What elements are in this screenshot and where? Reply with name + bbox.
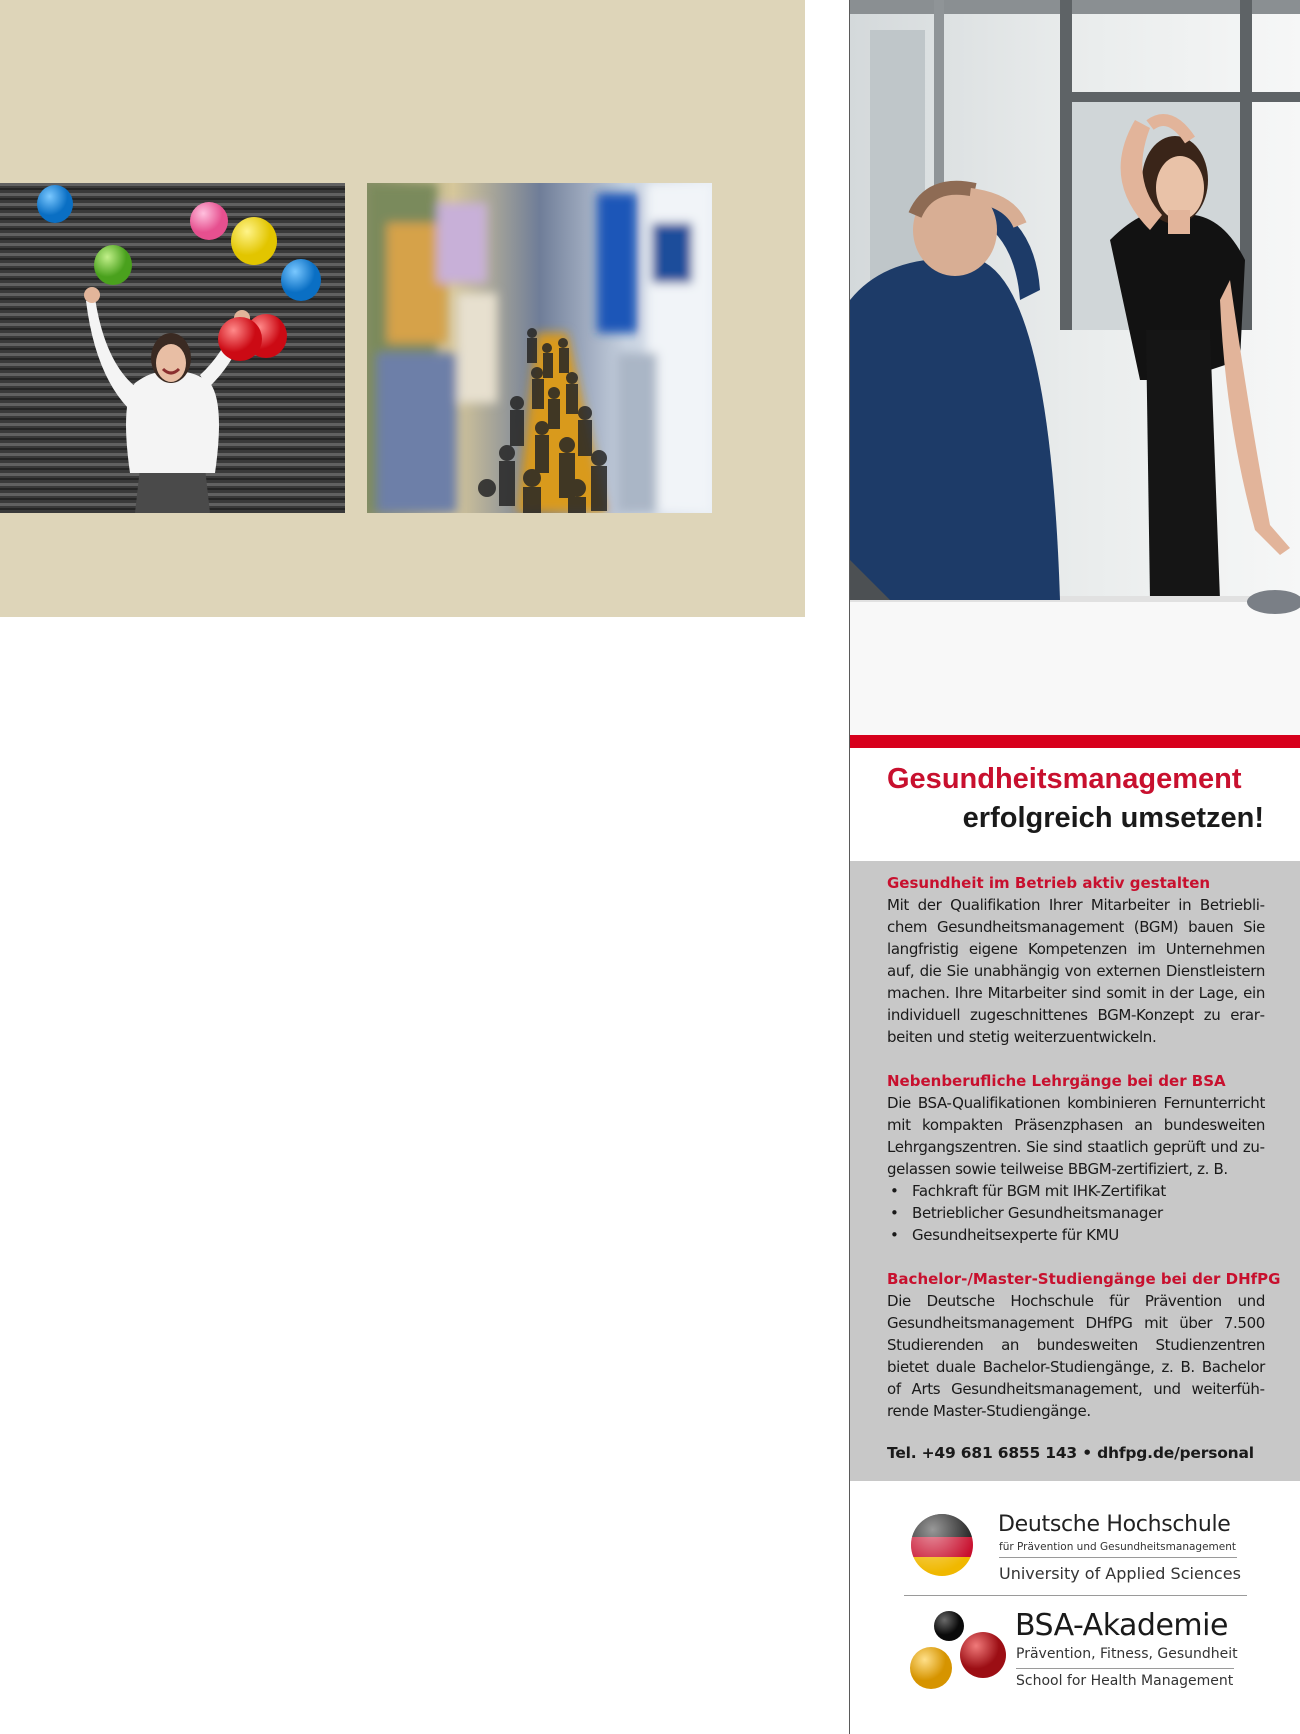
bsa-logo-tagline: School for Health Management <box>1016 1673 1234 1689</box>
blurred-trade-fair-crowd-photo <box>367 183 712 513</box>
woman-juggling-balloons-photo <box>0 183 345 513</box>
bsa-spheres-icon <box>908 1610 1008 1692</box>
office-posture-exercise-photo <box>850 0 1300 735</box>
section-body: Die Deutsche Hochschule für Prävention und Gesundheitsmanagement DHfPG mit über 7.500 Studierenden an bundesweiten Studienzentren bietet duale Bachelor-Studiengänge, z. B. Bachelor of Arts Gesundheitsmanagement, und weiterführende Master-Studiengänge. <box>887 1292 1265 1420</box>
info-box <box>850 861 1300 1481</box>
bsa-logo-subtitle: Prävention, Fitness, Gesundheit <box>1016 1646 1234 1669</box>
list-item: • Betrieblicher Gesundheitsmanager <box>887 1202 1265 1224</box>
section-bsa-courses <box>887 1070 1265 1246</box>
list-item: • Fachkraft für BGM mit IHK-Zertifikat <box>887 1180 1265 1202</box>
headline-line-1: Gesundheitsmanagement <box>887 763 1242 795</box>
dhfpg-logo-subtitle: für Prävention und Gesundheitsmanagement <box>999 1541 1237 1558</box>
section-heading: Nebenberufliche Lehrgänge bei der BSA <box>887 1072 1226 1090</box>
logo-divider <box>904 1595 1247 1596</box>
contact-line[interactable]: Tel. +49 681 6855 143 • dhfpg.de/personal <box>887 1444 1254 1462</box>
beige-panel <box>0 0 805 617</box>
section-dhfpg-studies <box>887 1268 1281 1422</box>
section-heading: Bachelor-/Master-Studiengänge bei der DHfPG <box>887 1270 1281 1288</box>
course-list <box>887 1180 1265 1246</box>
dhfpg-logo <box>850 1495 1300 1595</box>
red-accent-rule <box>850 735 1300 748</box>
bsa-logo <box>850 1600 1300 1700</box>
list-item: • Gesundheitsexperte für KMU <box>887 1224 1265 1246</box>
bsa-logo-title: BSA-Akademie <box>1015 1608 1228 1643</box>
section-bgm <box>887 872 1265 1048</box>
headline <box>850 748 1300 861</box>
dhfpg-sphere-icon <box>910 1513 974 1579</box>
section-heading: Gesundheit im Betrieb aktiv gestalten <box>887 874 1211 892</box>
advertisement-column <box>849 0 1300 1734</box>
headline-line-2: erfolgreich umsetzen! <box>962 802 1264 834</box>
dhfpg-logo-title: Deutsche Hochschule <box>998 1512 1231 1537</box>
dhfpg-logo-tagline: University of Applied Sciences <box>999 1564 1241 1583</box>
section-body: Die BSA-Qualifikationen kombinieren Fernunterricht mit kompakten Präsenzphasen an bundesweiten Lehrgangszentren. Sie sind staatlich geprüft und zugelassen sowie teilweise BBGM-zertifiziert, z. B. <box>887 1094 1265 1178</box>
section-body: Mit der Qualifikation Ihrer Mitarbeiter in Betrieblichem Gesundheitsmanagement (BGM) bauen Sie langfristig eigene Kompetenzen im Unternehmen auf, die Sie unabhängig von externen Dienstleistern machen. Ihre Mitarbeiter sind somit in der Lage, ein individuell zugeschnittenes BGM-Konzept zu erarbeiten und stetig weiterzuentwickeln. <box>887 896 1265 1046</box>
